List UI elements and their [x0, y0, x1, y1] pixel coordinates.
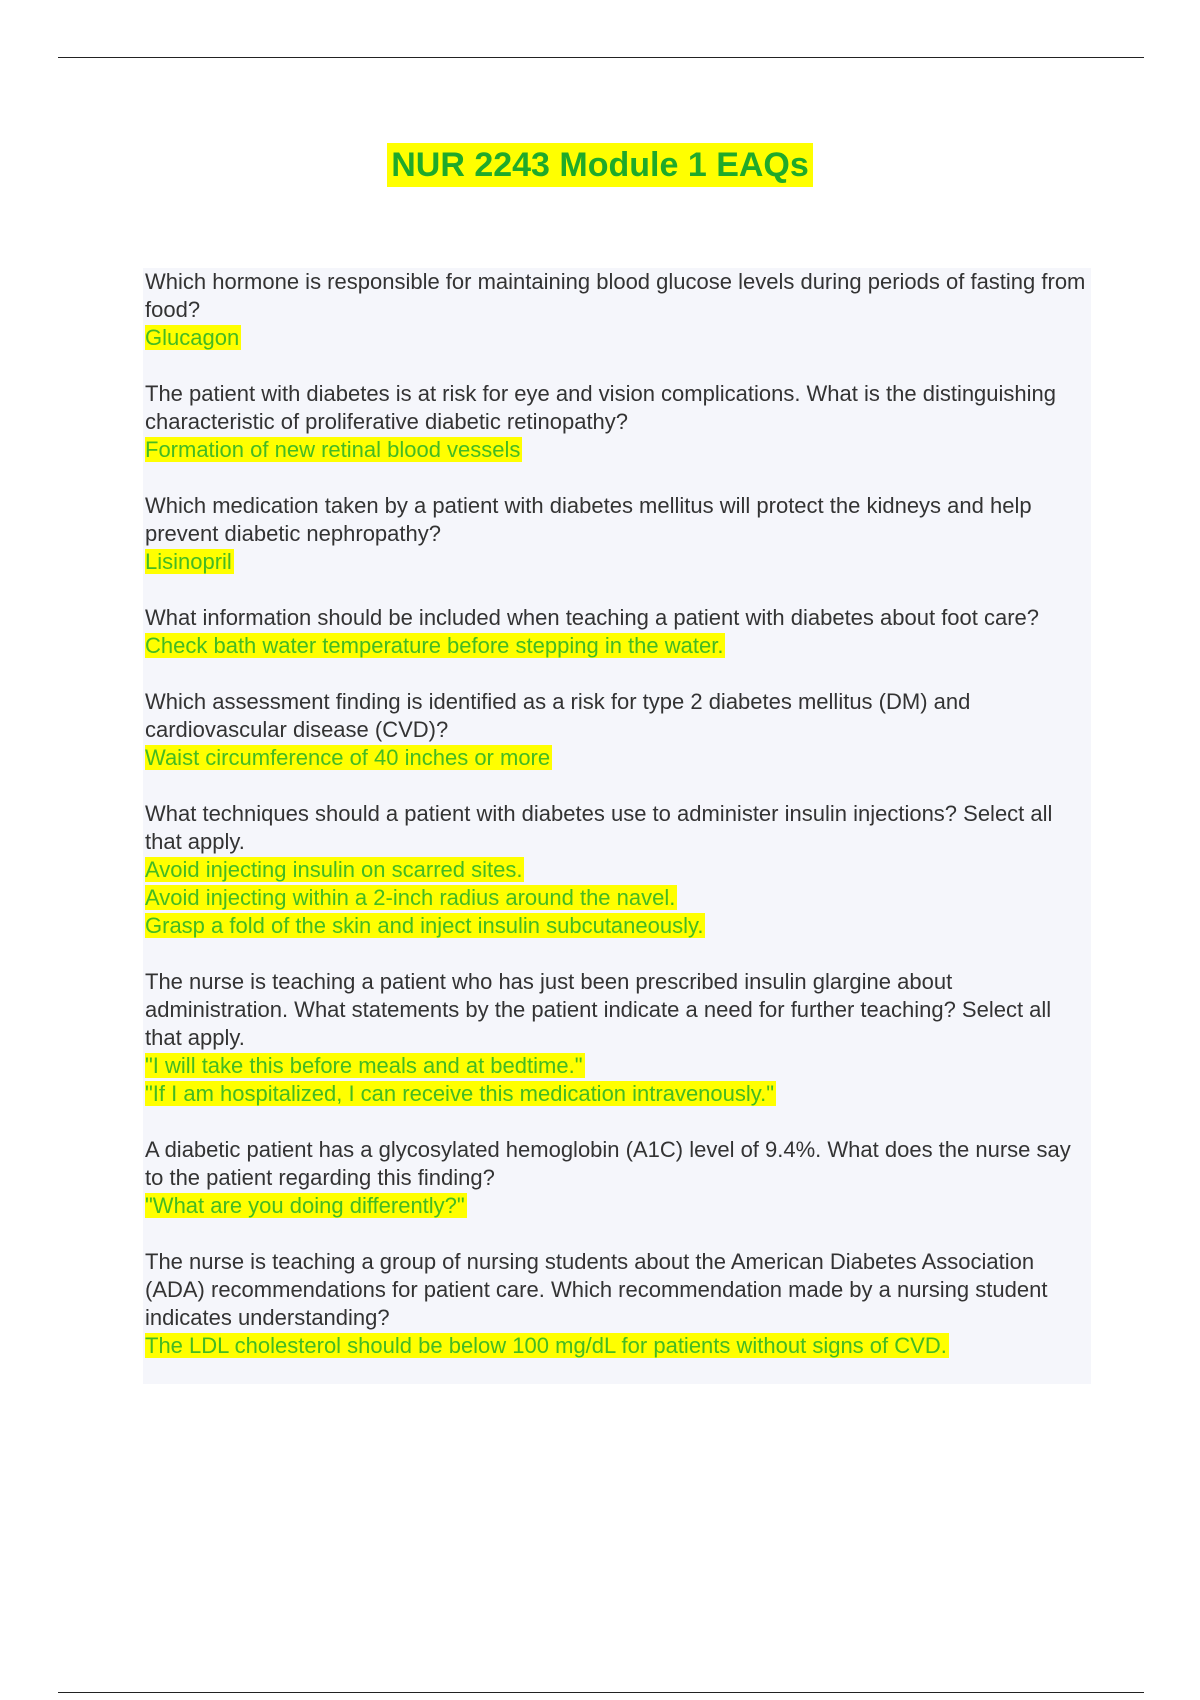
answer-text: "If I am hospitalized, I can receive this medication intravenously." — [145, 1081, 775, 1106]
qa-item — [145, 492, 1091, 576]
question-text: A diabetic patient has a glycosylated hemoglobin (A1C) level of 9.4%. What does the nurse say to the patient regarding this finding? — [145, 1137, 1071, 1190]
question-text: What information should be included when teaching a patient with diabetes about foot care? — [145, 605, 1040, 630]
qa-item — [145, 1136, 1091, 1220]
top-rule — [58, 57, 1144, 58]
answer-text: Waist circumference of 40 inches or more — [145, 745, 551, 770]
qa-item — [145, 380, 1091, 464]
question-text: The nurse is teaching a group of nursing students about the American Diabetes Association (ADA) recommendations for patient care. Which recommendation made by a nursing student indicates understanding? — [145, 1249, 1048, 1330]
qa-item — [145, 1248, 1091, 1360]
answer-text: Avoid injecting insulin on scarred sites. — [145, 857, 523, 882]
answer-text: Avoid injecting within a 2-inch radius around the navel. — [145, 885, 676, 910]
answer-text: Grasp a fold of the skin and inject insulin subcutaneously. — [145, 913, 704, 938]
answer-text: The LDL cholesterol should be below 100 mg/dL for patients without signs of CVD. — [145, 1333, 947, 1358]
question-text: The patient with diabetes is at risk for eye and vision complications. What is the distinguishing characteristic of proliferative diabetic retinopathy? — [145, 381, 1057, 434]
question-text: Which assessment finding is identified as a risk for type 2 diabetes mellitus (DM) and cardiovascular disease (CVD)? — [145, 689, 971, 742]
answer-text: Lisinopril — [145, 549, 232, 574]
qa-item — [145, 688, 1091, 772]
document-title: NUR 2243 Module 1 EAQs — [387, 143, 813, 187]
qa-list — [143, 268, 1091, 1384]
qa-item — [145, 268, 1091, 352]
answer-text: "I will take this before meals and at bedtime." — [145, 1053, 583, 1078]
qa-item — [145, 604, 1091, 660]
answer-text: Formation of new retinal blood vessels — [145, 437, 521, 462]
answer-text: Check bath water temperature before stepping in the water. — [145, 633, 724, 658]
answer-text: "What are you doing differently?" — [145, 1193, 465, 1218]
question-text: What techniques should a patient with diabetes use to administer insulin injections? Select all that apply. — [145, 801, 1053, 854]
title-container — [0, 143, 1200, 187]
bottom-rule — [58, 1692, 1144, 1693]
qa-item — [145, 800, 1091, 940]
question-text: The nurse is teaching a patient who has just been prescribed insulin glargine about administration. What statements by the patient indicate a need for further teaching? Select all that apply. — [145, 969, 1052, 1050]
question-text: Which medication taken by a patient with diabetes mellitus will protect the kidneys and help prevent diabetic nephropathy? — [145, 493, 1032, 546]
question-text: Which hormone is responsible for maintaining blood glucose levels during periods of fasting from food? — [145, 269, 1086, 322]
answer-text: Glucagon — [145, 325, 240, 350]
qa-item — [145, 968, 1091, 1108]
